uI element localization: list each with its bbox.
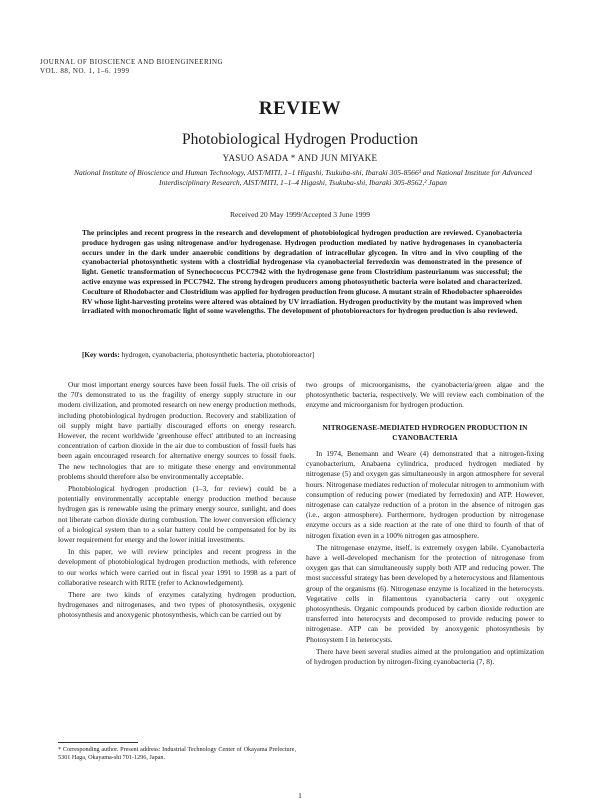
- received-date: Received 20 May 1999/Accepted 3 June 1999: [229, 210, 371, 219]
- body-paragraph: Photobiological hydrogen production (1–3, for review) could be a potentially environmentally acceptable energy production method because hydrogen gas is renewable using the primary energy source, sunlight, and does not liberate carbon dioxide during combustion. The lower conversion efficiency of a biological system than to a solar battery could be compensated for by its lower requirement for energy and the lower initial investments.: [58, 484, 296, 545]
- keywords-label: [Key words:: [82, 351, 120, 359]
- journal-name: JOURNAL OF BIOSCIENCE AND BIOENGINEERING: [40, 58, 224, 66]
- body-paragraph: Our most important energy sources have been fossil fuels. The oil crisis of the 70's demonstrated to us the fragility of energy supply structure in our modern civilization, and promoted research on new energy production methods, including photobiological hydrogen production. Recovery and stabilization of oil supply might have partially discouraged efforts on energy research. However, the recent worldwide 'greenhouse effect' attributed to an increasing concentration of carbon dioxide in the air due to combustion of fossil fuels has been again encouraged research for alternative energy sources to fossil fuels. The new technologies that are to mitigate these energy and environmental problems should therefore also be environmentally acceptable.: [58, 380, 296, 481]
- affiliation: National Institute of Bioscience and Human Technology, AIST/MITI, 1–1 Higashi, Tsukuba-shi, Ibaraki 305-8566¹ and National Institute for Advanced Interdisciplinary Research, AIST/MITI, 1–1–4 Higashi, Tsukuba-shi, Ibaraki 305-8562,² Japan: [73, 168, 533, 187]
- left-column: [58, 380, 296, 623]
- paper-title: Photobiological Hydrogen Production: [182, 131, 418, 148]
- journal-volume: VOL. 88, NO. 1, 1–6. 1999: [40, 67, 130, 75]
- body-paragraph: In this paper, we will review principles and recent progress in the development of photobiological hydrogen production methods, with reference to our works which were carried out in fiscal year 1991 to 1998 as a part of collaborative research with RITE (refer to Acknowledgement).: [58, 547, 296, 587]
- body-paragraph: There have been several studies aimed at the prolongation and optimization of hydrogen production by nitrogen-fixing cyanobacteria (7, 8).: [306, 646, 544, 667]
- footnote-divider: [58, 742, 138, 743]
- body-paragraph: There are two kinds of enzymes catalyzing hydrogen production, hydrogenases and nitrogenases, and two types of photosynthesis, oxygenic photosynthesis and anoxygenic photosynthesis, which can be carried out by: [58, 590, 296, 620]
- body-paragraph: two groups of microorganisms, the cyanobacteria/green algae and the photosynthetic bacteria, respectively. We will review each combination of the enzyme and microorganism for hydrogen production.: [306, 380, 544, 410]
- body-paragraph: The nitrogenase enzyme, itself, is extremely oxygen labile. Cyanobacteria have a well-developed mechanism for the protection of nitrogenase from oxygen gas that can simultaneously supply both ATP and reducing power. The most successful strategy has been developed by a heterocystous and filamentous group of the organisms (6). Nitrogenase enzyme is localized in the heterocysts. Vegetative cells in filamentous cyanobacteria carry out oxygenic photosynthesis. Organic compounds produced by carbon dioxide reduction are transferred into heterocysts and decomposed to provide reducing power to nitrogenase. ATP can be provided by anoxygenic photosynthesis by Photosystem I in heterocysts.: [306, 542, 544, 644]
- footnote: * Corresponding author. Present address: Industrial Technology Center of Okayama Prefecture, 5301 Haga, Okayama-shi 701-1296, Japan.: [58, 746, 296, 761]
- right-column: [306, 380, 544, 669]
- keywords-text: hydrogen, cyanobacteria, photosynthetic bacteria, photobioreactor]: [121, 351, 315, 359]
- section-heading: NITROGENASE-MEDIATED HYDROGEN PRODUCTION IN CYANOBACTERIA: [322, 422, 528, 442]
- journal-header: [40, 58, 223, 76]
- authors: YASUO ASADA * AND JUN MIYAKE: [222, 153, 378, 163]
- keywords: [82, 351, 522, 359]
- body-paragraph: In 1974, Benemann and Weare (4) demonstrated that a nitrogen-fixing cyanobacterium, Anabaena cylindrica, produced hydrogen mediated by nitrogenase (5) and oxygen gas simultaneously in argon atmosphere for several hours. Nitrogenase mediates reduction of molecular nitrogen to ammonium with consumption of reducing power (mediated by ferredoxin) and ATP. However, nitrogenase can catalyze reduction of a proton in the absence of nitrogen gas (i.e., argon atmosphere). Furthermore, hydrogen production by nitrogenase enzyme occurs as a side reaction at the rate of one third to fourth of that of nitrogen fixation even in a 100% nitrogen gas atmosphere.: [306, 449, 544, 540]
- section-label: REVIEW: [258, 98, 342, 119]
- page-number: 1: [298, 791, 302, 800]
- abstract: The principles and recent progress in the research and development of photobiological hydrogen production are reviewed. Cyanobacteria produce hydrogen gas using nitrogenase and/or hydrogenase. Hydrogen production mediated by native hydrogenases in cyanobacteria occurs under in the dark under anaerobic conditions by degradation of intracellular glycogen. In vitro and in vivo coupling of the cyanobacterial photosynthetic system with a clostridial hydrogenase via cyanobacterial ferredoxin was demonstrated in the presence of light. Genetic transformation of Synechococcus PCC7942 with the hydrogenase gene from Clostridium pasteurianum was successful; the active enzyme was expressed in PCC7942. The strong hydrogen producers among photosynthetic bacteria were isolated and characterized. Coculture of Rhodobacter and Clostridium was applied for hydrogen production from glucose. A mutant strain of Rhodobacter sphaeroides RV whose light-harvesting proteins were altered was obtained by UV irradiation. Hydrogen productivity by the mutant was improved when irradiated with monochromatic light of some wavelengths. The development of photobioreactors for hydrogen production is also reviewed.: [82, 228, 522, 316]
